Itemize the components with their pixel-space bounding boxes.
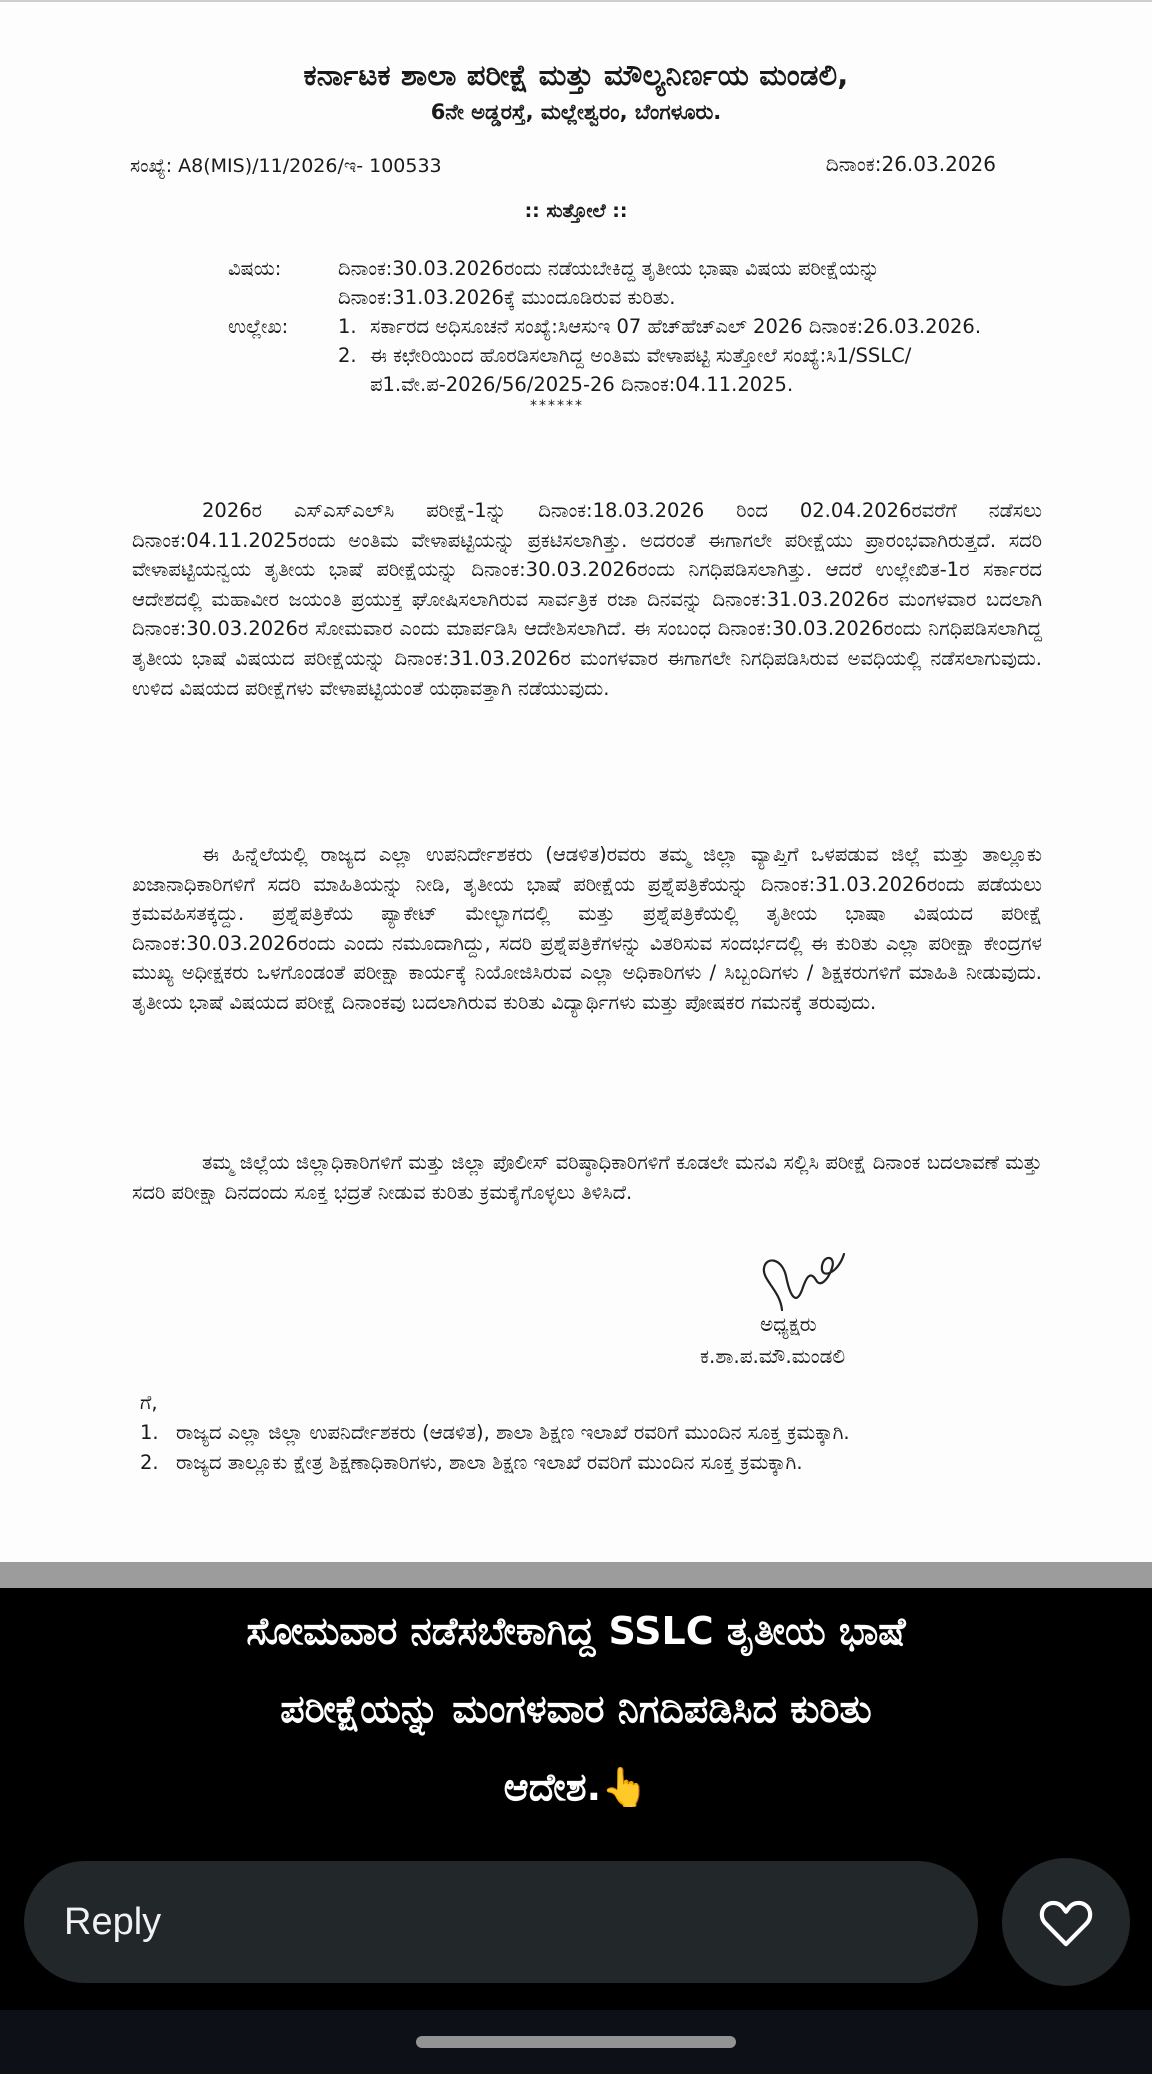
- recipient-item: 2. ರಾಜ್ಯದ ತಾಲ್ಲೂಕು ಕ್ಷೇತ್ರ ಶಿಕ್ಷಣಾಧಿಕಾರಿಗಳು, ಶಾಲಾ ಶಿಕ್ಷಣ ಇಲಾಖೆ ರವರಿಗೆ ಮುಂದಿನ ಸೂಕ್ತ ಕ್ರಮಕ್ಕಾಗಿ.: [140, 1451, 803, 1474]
- home-indicator-handle[interactable]: [416, 2036, 736, 2048]
- reference-item: 1. ಸರ್ಕಾರದ ಅಧಿಸೂಚನೆ ಸಂಖ್ಯೆ:ಸಿಆಸುಇ 07 ಹೆಚ್‌ಹೆಚ್‌ಎಲ್ 2026 ದಿನಾಂಕ:26.03.2026.: [338, 315, 982, 338]
- caption-line: ಆದೇಶ.👆: [503, 1765, 649, 1809]
- subject-text: ದಿನಾಂಕ:30.03.2026ರಂದು ನಡೆಯಬೇಕಿದ್ದ ತೃತೀಯ ಭಾಷಾ ವಿಷಯ ಪರೀಕ್ಷೆಯನ್ನು ದಿನಾಂಕ:31.03.2026ಕ್ಕೆ ಮುಂದೂಡಿರುವ ಕುರಿತು.: [338, 257, 880, 309]
- reply-input[interactable]: [24, 1861, 978, 1983]
- references-label: ಉಲ್ಲೇಖ:: [228, 315, 289, 338]
- document-date: ದಿನಾಂಕ:26.03.2026: [825, 152, 996, 176]
- heart-outline-icon: [1038, 1896, 1094, 1948]
- recipients-label: ಗೆ,: [140, 1391, 158, 1414]
- references-list: [338, 312, 998, 399]
- board-address: 6ನೇ ಅಡ್ಡರಸ್ತೆ, ಮಲ್ಲೇಶ್ವರಂ, ಬೆಂಗಳೂರು.: [430, 100, 722, 124]
- reference-item: 2. ಈ ಕಛೇರಿಯಿಂದ ಹೊರಡಿಸಲಾಗಿದ್ದ ಅಂತಿಮ ವೇಳಾಪಟ್ಟಿ ಸುತ್ತೋಲೆ ಸಂಖ್ಯೆ:ಸಿ1/SSLC/ಪ1.ವೇ.ಪ-2026/56/2025-26 ದಿನಾಂಕ:04.11.2025.: [338, 344, 912, 396]
- body-paragraph: ಈ ಹಿನ್ನೆಲೆಯಲ್ಲಿ ರಾಜ್ಯದ ಎಲ್ಲಾ ಉಪನಿರ್ದೇಶಕರು (ಆಡಳಿತ)ರವರು ತಮ್ಮ ಜಿಲ್ಲಾ ವ್ಯಾಪ್ತಿಗೆ ಒಳಪಡುವ ಜಿಲ್ಲೆ ಮತ್ತು ತಾಲ್ಲೂಕು ಖಜಾನಾಧಿಕಾರಿಗಳಿಗೆ ಸದರಿ ಮಾಹಿತಿಯನ್ನು ನೀಡಿ, ತೃತೀಯ ಭಾಷೆ ಪರೀಕ್ಷೆಯ ಪ್ರಶ್ನೆಪತ್ರಿಕೆಯನ್ನು ದಿನಾಂಕ:31.03.2026ರಂದು ಪಡೆಯಲು ಕ್ರಮವಹಿಸತಕ್ಕದ್ದು. ಪ್ರಶ್ನೆಪತ್ರಿಕೆಯ ಪ್ಯಾಕೇಟ್ ಮೇಲ್ಭಾಗದಲ್ಲಿ ಮತ್ತು ಪ್ರಶ್ನೆಪತ್ರಿಕೆಯಲ್ಲಿ ತೃತೀಯ ಭಾಷಾ ವಿಷಯದ ಪರೀಕ್ಷೆ ದಿನಾಂಕ:30.03.2026ರಂದು ಎಂದು ನಮೂದಾಗಿದ್ದು, ಸದರಿ ಪ್ರಶ್ನೆಪತ್ರಿಕೆಗಳನ್ನು ವಿತರಿಸುವ ಸಂದರ್ಭದಲ್ಲಿ ಈ ಕುರಿತು ಎಲ್ಲಾ ಪರೀಕ್ಷಾ ಕೇಂದ್ರಗಳ ಮುಖ್ಯ ಅಧೀಕ್ಷಕರು ಒಳಗೊಂಡಂತೆ ಪರೀಕ್ಷಾ ಕಾರ್ಯಕ್ಕೆ ನಿಯೋಜಿಸಿರುವ ಎಲ್ಲಾ ಅಧಿಕಾರಿಗಳು / ಸಿಬ್ಬಂದಿಗಳು / ಶಿಕ್ಷಕರುಗಳಿಗೆ ಮಾಹಿತಿ ನೀಡುವುದು. ತೃತೀಯ ಭಾಷೆ ವಿಷಯದ ಪರೀಕ್ಷೆ ದಿನಾಂಕವು ಬದಲಾಗಿರುವ ಕುರಿತು ವಿದ್ಯಾರ್ಥಿಗಳು ಮತ್ತು ಪೋಷಕರ ಗಮನಕ್ಕೆ ತರುವುದು.: [132, 843, 1042, 1014]
- subject-label: ವಿಷಯ:: [228, 257, 282, 280]
- separator-stars: ******: [530, 398, 584, 414]
- recipients-block: [140, 1388, 1050, 1478]
- story-caption: [0, 1588, 1152, 1838]
- like-button[interactable]: [1002, 1858, 1130, 1986]
- signature-icon: [752, 1240, 862, 1320]
- system-navigation-area: [0, 2010, 1152, 2074]
- recipients-list: [140, 1418, 1050, 1478]
- board-name-heading: ಕರ್ನಾಟಕ ಶಾಲಾ ಪರೀಕ್ಷೆ ಮತ್ತು ಮೌಲ್ಯನಿರ್ಣಯ ಮಂಡಲಿ,: [303, 58, 849, 92]
- signatory-organization: ಕ.ಶಾ.ಪ.ಮೌ.ಮಂಡಲಿ: [700, 1344, 846, 1368]
- reference-number: ಸಂಖ್ಯೆ: A8(MIS)/11/2026/ಇ- 100533: [130, 155, 442, 177]
- circular-heading: :: ಸುತ್ತೋಲೆ ::: [524, 200, 628, 222]
- body-paragraph: 2026ರ ಎಸ್‌ಎಸ್‌ಎಲ್‌ಸಿ ಪರೀಕ್ಷೆ-1ನ್ನು ದಿನಾಂಕ:18.03.2026 ರಿಂದ 02.04.2026ರವರೆಗೆ ನಡೆಸಲು ದಿನಾಂಕ:04.11.2025ರಂದು ಅಂತಿಮ ವೇಳಾಪಟ್ಟಿಯನ್ನು ಪ್ರಕಟಿಸಲಾಗಿತ್ತು. ಅದರಂತೆ ಈಗಾಗಲೇ ಪರೀಕ್ಷೆಯು ಪ್ರಾರಂಭವಾಗಿರುತ್ತದೆ. ಸದರಿ ವೇಳಾಪಟ್ಟಿಯನ್ವಯ ತೃತೀಯ ಭಾಷೆ ಪರೀಕ್ಷೆಯನ್ನು ದಿನಾಂಕ:30.03.2026ರಂದು ನಿಗಧಿಪಡಿಸಲಾಗಿತ್ತು. ಆದರೆ ಉಲ್ಲೇಖಿತ-1ರ ಸರ್ಕಾರದ ಆದೇಶದಲ್ಲಿ ಮಹಾವೀರ ಜಯಂತಿ ಪ್ರಯುಕ್ತ ಘೋಷಿಸಲಾಗಿರುವ ಸಾರ್ವತ್ರಿಕ ರಜಾ ದಿನವನ್ನು ದಿನಾಂಕ:31.03.2026ರ ಮಂಗಳವಾರ ಬದಲಾಗಿ ದಿನಾಂಕ:30.03.2026ರ ಸೋಮವಾರ ಎಂದು ಮಾರ್ಪಡಿಸಿ ಆದೇಶಿಸಲಾಗಿದೆ. ಈ ಸಂಬಂಧ ದಿನಾಂಕ:30.03.2026ರಂದು ನಿಗಧಿಪಡಿಸಲಾಗಿದ್ದ ತೃತೀಯ ಭಾಷೆ ವಿಷಯದ ಪರೀಕ್ಷೆಯನ್ನು ದಿನಾಂಕ:31.03.2026ರ ಮಂಗಳವಾರ ಈಗಾಗಲೇ ನಿಗಧಿಪಡಿಸಿರುವ ಅವಧಿಯಲ್ಲಿ ನಡೆಸಲಾಗುವುದು. ಉಳಿದ ವಿಷಯದ ಪರೀಕ್ಷೆಗಳು ವೇಳಾಪಟ್ಟಿಯಂತೆ ಯಥಾವತ್ತಾಗಿ ನಡೆಯುವುದು.: [132, 499, 1042, 700]
- subject-and-references: [228, 254, 998, 413]
- references-row: [228, 312, 998, 399]
- caption-line: ಸೋಮವಾರ ನಡೆಸಬೇಕಾಗಿದ್ದ SSLC ತೃತೀಯ ಭಾಷೆ: [246, 1609, 906, 1653]
- caption-line: ಪರೀಕ್ಷೆಯನ್ನು ಮಂಗಳವಾರ ನಿಗದಿಪಡಿಸಿದ ಕುರಿತು: [280, 1687, 872, 1731]
- image-bottom-edge: [0, 1562, 1152, 1588]
- signatory-title: ಅಧ್ಯಕ್ಷರು: [760, 1312, 817, 1336]
- reply-bar: [0, 1838, 1152, 2010]
- body-paragraph: ತಮ್ಮ ಜಿಲ್ಲೆಯ ಜಿಲ್ಲಾಧಿಕಾರಿಗಳಿಗೆ ಮತ್ತು ಜಿಲ್ಲಾ ಪೊಲೀಸ್ ವರಿಷ್ಠಾಧಿಕಾರಿಗಳಿಗೆ ಕೂಡಲೇ ಮನವಿ ಸಲ್ಲಿಸಿ ಪರೀಕ್ಷೆ ದಿನಾಂಕ ಬದಲಾವಣೆ ಮತ್ತು ಸದರಿ ಪರೀಕ್ಷಾ ದಿನದಂದು ಸೂಕ್ತ ಭದ್ರತೆ ನೀಡುವ ಕುರಿತು ಕ್ರಮಕೈಗೊಳ್ಳಲು ತಿಳಿಸಿದೆ.: [132, 1151, 1042, 1204]
- recipient-item: 1. ರಾಜ್ಯದ ಎಲ್ಲಾ ಜಿಲ್ಲಾ ಉಪನಿರ್ದೇಶಕರು (ಆಡಳಿತ), ಶಾಲಾ ಶಿಕ್ಷಣ ಇಲಾಖೆ ರವರಿಗೆ ಮುಂದಿನ ಸೂಕ್ತ ಕ್ರಮಕ್ಕಾಗಿ.: [140, 1421, 850, 1444]
- subject-row: [228, 254, 998, 312]
